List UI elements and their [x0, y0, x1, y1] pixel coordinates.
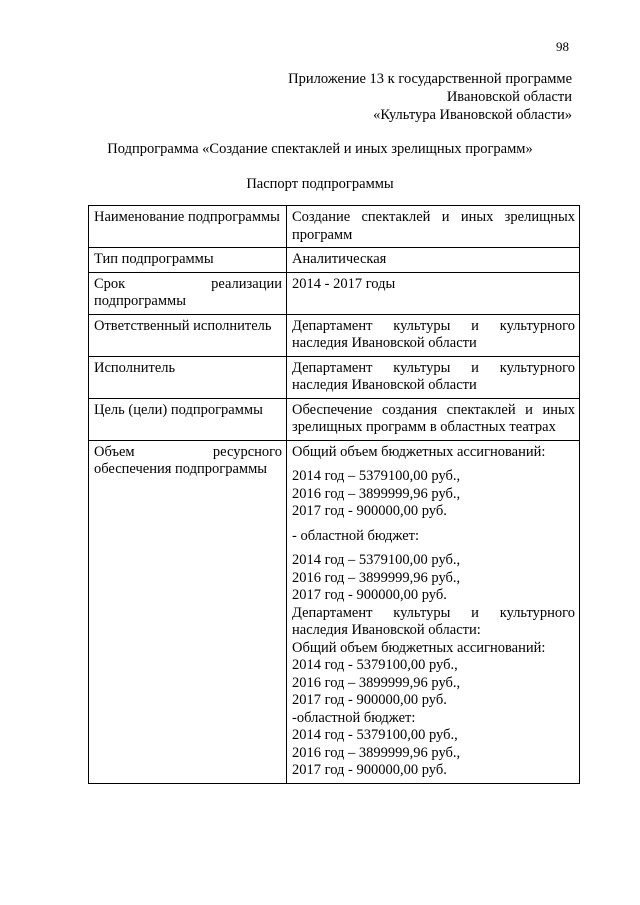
funding-line: 2016 год – 3899999,96 руб., — [292, 569, 461, 586]
funding-label-line-1 — [94, 444, 282, 462]
funding-label-word-2: ресурсного — [212, 443, 282, 460]
funding-line: - областной бюджет: — [292, 527, 420, 544]
goal-value-line-1: Обеспечение создания спектаклей и иных — [292, 401, 575, 418]
funding-line: 2016 год – 3899999,96 руб., — [292, 485, 461, 502]
row-label-responsible — [89, 314, 287, 356]
row-value-executor — [287, 356, 580, 398]
term-label-line-2: подпрограммы — [94, 293, 186, 309]
table-row-goal — [89, 398, 580, 440]
funding-label-word-1: Объем — [94, 443, 135, 460]
goal-value-line-2: зрелищных программ в областных театрах — [292, 419, 556, 435]
row-value-name — [287, 206, 580, 248]
funding-line: 2016 год – 3899999,96 руб., — [292, 744, 461, 761]
funding-line: 2017 год - 900000,00 руб. — [292, 503, 447, 519]
funding-line: Общий объем бюджетных ассигнований: — [292, 443, 546, 460]
funding-line: 2017 год - 900000,00 руб. — [292, 587, 447, 603]
funding-line: 2014 год - 5379100,00 руб., — [292, 727, 458, 743]
name-value-line-1: Создание спектаклей и иных зрелищных — [292, 209, 575, 225]
term-label-line-1 — [94, 276, 282, 294]
row-label-funding — [89, 440, 287, 783]
appendix-line-3: «Культура Ивановской области» — [373, 107, 572, 123]
type-value-text: Аналитическая — [292, 251, 387, 267]
table-row-funding — [89, 440, 580, 783]
subprogram-title: Подпрограмма «Создание спектаклей и иных зрелищных программ» — [107, 141, 533, 157]
funding-line: -областной бюджет: — [292, 709, 416, 726]
name-value-line-2: программ — [292, 226, 353, 243]
row-label-term — [89, 272, 287, 314]
responsible-value-line-1: Департамент культуры и культурного — [292, 317, 575, 334]
page-number: 98 — [556, 39, 569, 54]
appendix-header — [288, 70, 572, 124]
row-value-type — [287, 248, 580, 273]
funding-line: 2016 год – 3899999,96 руб., — [292, 674, 461, 691]
name-label-text: Наименование подпрограммы — [94, 209, 280, 225]
term-value-text: 2014 - 2017 годы — [292, 275, 396, 292]
passport-title: Паспорт подпрограммы — [246, 176, 394, 192]
table-row-responsible — [89, 314, 580, 356]
funding-line: 2017 год - 900000,00 руб. — [292, 762, 447, 778]
funding-line: 2014 год – 5379100,00 руб., — [292, 552, 461, 568]
term-label-word-1: Срок — [94, 275, 126, 292]
appendix-line-1: Приложение 13 к государственной программе — [288, 71, 572, 87]
funding-line: наследия Ивановской области: — [292, 622, 481, 638]
funding-line: Общий объем бюджетных ассигнований: — [292, 639, 546, 656]
term-label-word-2: реализации — [211, 275, 282, 292]
row-value-goal — [287, 398, 580, 440]
row-value-funding — [287, 440, 580, 783]
row-label-executor — [89, 356, 287, 398]
executor-label-text: Исполнитель — [94, 359, 176, 376]
responsible-value-line-2: наследия Ивановской области — [292, 335, 477, 351]
row-label-goal — [89, 398, 287, 440]
funding-line: 2014 год - 5379100,00 руб., — [292, 657, 458, 673]
executor-value-line-1: Департамент культуры и культурного — [292, 359, 575, 376]
row-label-name — [89, 206, 287, 248]
row-label-type — [89, 248, 287, 273]
funding-line: 2014 год – 5379100,00 руб., — [292, 468, 461, 484]
passport-table — [88, 205, 580, 784]
table-row-executor — [89, 356, 580, 398]
goal-label-text: Цель (цели) подпрограммы — [94, 401, 263, 418]
table-row-name — [89, 206, 580, 248]
row-value-responsible — [287, 314, 580, 356]
responsible-label-text: Ответственный исполнитель — [94, 317, 272, 334]
table-row-type — [89, 248, 580, 273]
funding-label-line-2: обеспечения подпрограммы — [94, 461, 268, 477]
funding-line: Департамент культуры и культурного — [292, 604, 575, 621]
table-row-term — [89, 272, 580, 314]
appendix-line-2: Ивановской области — [446, 89, 572, 105]
funding-line: 2017 год - 900000,00 руб. — [292, 692, 447, 708]
row-value-term — [287, 272, 580, 314]
type-label-text: Тип подпрограммы — [94, 251, 214, 267]
executor-value-line-2: наследия Ивановской области — [292, 377, 477, 393]
